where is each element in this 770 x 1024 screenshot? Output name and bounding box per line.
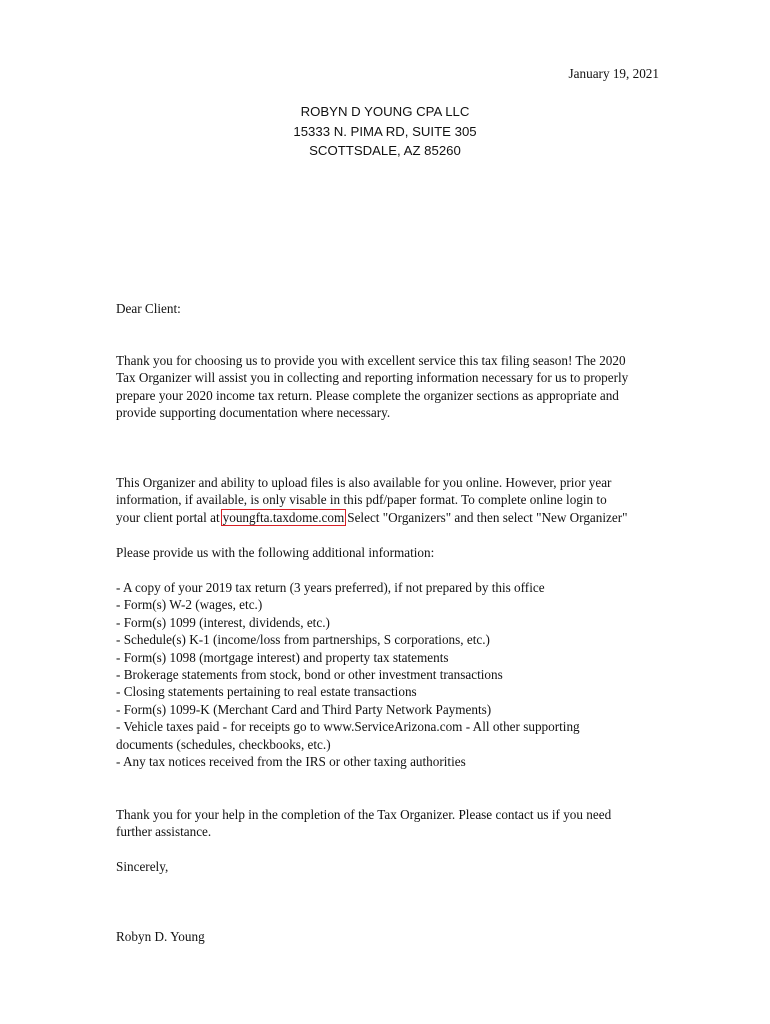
online-paragraph <box>116 474 676 526</box>
intro-line: provide supporting documentation where necessary. <box>116 405 391 421</box>
online-line-prefix: your client portal at <box>116 509 220 525</box>
checklist-item: - Vehicle taxes paid - for receipts go to www.ServiceArizona.com - All other supporting <box>116 719 580 735</box>
letterhead <box>0 102 770 161</box>
intro-line: prepare your 2020 income tax return. Please complete the organizer sections as appropriate and <box>116 387 619 403</box>
closing-line: further assistance. <box>116 824 212 840</box>
intro-paragraph <box>116 352 676 422</box>
checklist-item: - A copy of your 2019 tax return (3 years preferred), if not prepared by this office <box>116 580 545 595</box>
closing-line: Thank you for your help in the completion of the Tax Organizer. Please contact us if you need <box>116 807 612 822</box>
checklist-item: - Closing statements pertaining to real estate transactions <box>116 684 417 700</box>
checklist-item: documents (schedules, checkbooks, etc.) <box>116 736 331 752</box>
online-line-suffix: Select "Organizers" and then select "New Organizer" <box>347 509 628 525</box>
checklist-item: - Brokerage statements from stock, bond or other investment transactions <box>116 667 503 683</box>
online-line: This Organizer and ability to upload files is also available for you online. However, prior year <box>116 475 612 490</box>
firm-address-line1: 15333 N. PIMA RD, SUITE 305 <box>293 123 477 139</box>
intro-line: Tax Organizer will assist you in collecting and reporting information necessary for us to properly <box>116 370 629 386</box>
checklist-item: - Form(s) 1099 (interest, dividends, etc.) <box>116 614 330 630</box>
checklist-item: - Form(s) 1098 (mortgage interest) and property tax statements <box>116 649 449 665</box>
checklist-item: - Form(s) 1099-K (Merchant Card and Third Party Network Payments) <box>116 701 492 717</box>
checklist-item: - Form(s) W-2 (wages, etc.) <box>116 597 263 613</box>
firm-name: ROBYN D YOUNG CPA LLC <box>300 104 470 119</box>
request-heading: Please provide us with the following additional information: <box>116 545 435 560</box>
salutation: Dear Client: <box>116 301 181 316</box>
online-line: information, if available, is only visable in this pdf/paper format. To complete online login to <box>116 492 607 508</box>
firm-address-line2: SCOTTSDALE, AZ 85260 <box>309 143 461 158</box>
signature-name: Robyn D. Young <box>116 929 205 944</box>
online-line-with-link <box>116 509 676 526</box>
checklist-item: - Schedule(s) K-1 (income/loss from partnerships, S corporations, etc.) <box>116 632 490 648</box>
valediction: Sincerely, <box>116 859 169 874</box>
intro-line: Thank you for choosing us to provide you with excellent service this tax filing season! The 2020 <box>116 353 626 368</box>
checklist-item: - Any tax notices received from the IRS or other taxing authorities <box>116 754 466 770</box>
client-portal-link[interactable]: youngfta.taxdome.com <box>222 509 345 525</box>
letter-date: January 19, 2021 <box>568 66 659 81</box>
closing-paragraph <box>116 806 676 841</box>
document-checklist <box>116 579 676 770</box>
